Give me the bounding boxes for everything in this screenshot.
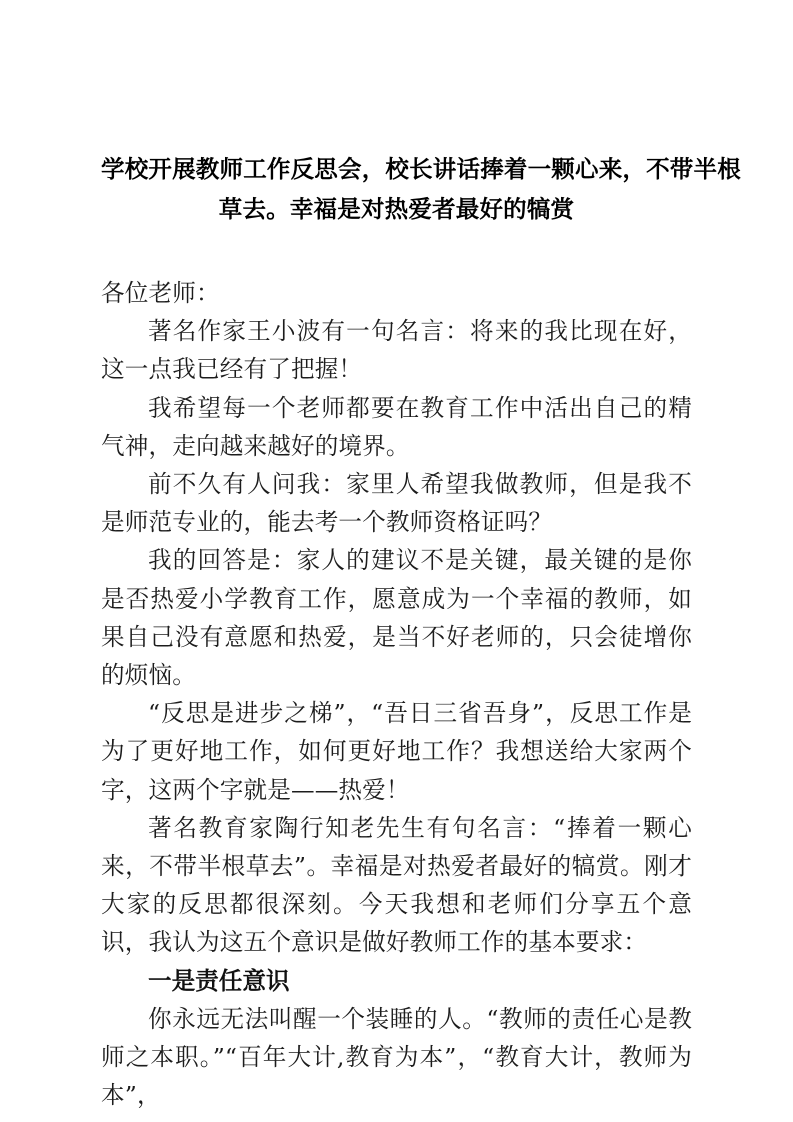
body-paragraph: 我希望每一个老师都要在教育工作中活出自己的精气神，走向越来越好的境界。 xyxy=(101,393,692,460)
salutation-line: 各位老师： xyxy=(101,279,220,307)
page-title-line-2: 草去。幸福是对热爱者最好的犒赏 xyxy=(218,197,575,223)
document-content xyxy=(101,150,741,1114)
body-paragraph: 我的回答是：家人的建议不是关键，最关键的是你是否热爱小学教育工作，愿意成为一个幸福的教师，如果自己没有意愿和热爱，是当不好老师的，只会徒增你的烦恼。 xyxy=(101,546,692,690)
page-title-line-1: 学校开展教师工作反思会，校长讲话捧着一颗心来，不带半根 xyxy=(101,157,741,183)
document-body xyxy=(101,274,692,1114)
page-title xyxy=(101,150,741,230)
section-heading: 一是责任意识 xyxy=(148,966,290,995)
body-paragraph: 你永远无法叫醒一个装睡的人。“教师的责任心是教师之本职。”“百年大计,教育为本”，“教育大计，教师为本”， xyxy=(101,1004,692,1110)
body-paragraph: 著名教育家陶行知老先生有句名言：“捧着一颗心来，不带半根草去”。幸福是对热爱者最好的犒赏。刚才大家的反思都很深刻。今天我想和老师们分享五个意识，我认为这五个意识是做好教师工作的基本要求： xyxy=(101,813,692,957)
body-paragraph: “反思是进步之梯”，“吾日三省吾身”，反思工作是为了更好地工作，如何更好地工作？我想送给大家两个字，这两个字就是——热爱！ xyxy=(101,699,692,804)
body-paragraph: 前不久有人问我：家里人希望我做教师，但是我不是师范专业的，能去考一个教师资格证吗？ xyxy=(101,470,692,537)
body-paragraph: 著名作家王小波有一句名言：将来的我比现在好，这一点我已经有了把握！ xyxy=(101,317,692,384)
